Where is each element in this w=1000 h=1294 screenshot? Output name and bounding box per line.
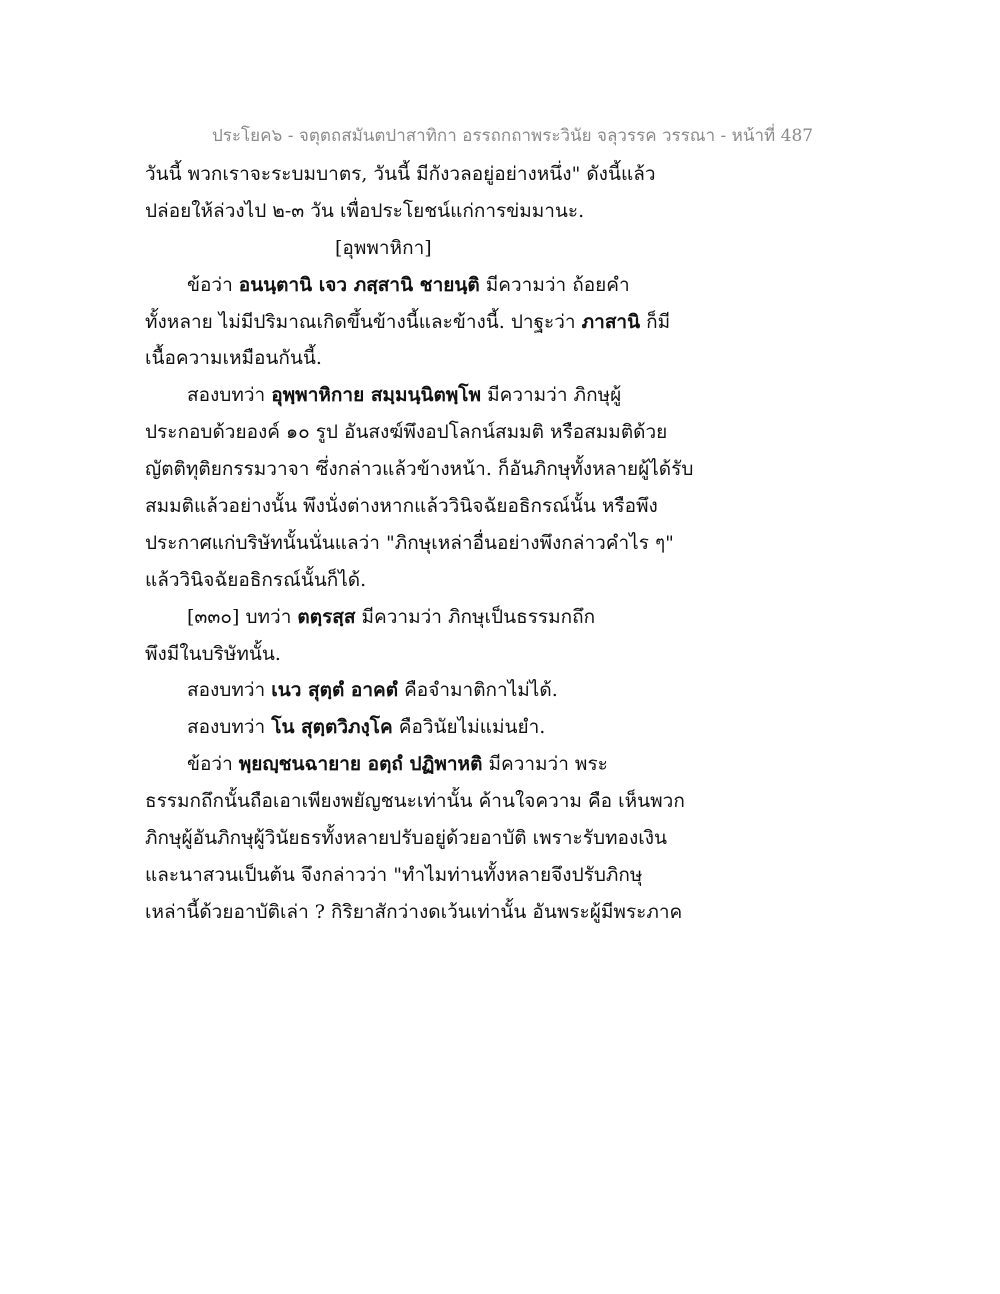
paragraph-start-line: สองบทว่า อุพฺพาหิกาย สมฺมนฺนิตพฺโพ มีความว่า ภิกษุผู้	[187, 384, 622, 407]
pali-term: โน สุตฺตวิภงฺโค	[271, 716, 393, 739]
text-line: ธรรมกถึกนั้นถือเอาเพียงพยัญชนะเท่านั้น ค้านใจความ คือ เห็นพวก	[145, 790, 685, 813]
text-line: สมมติแล้วอย่างนั้น พึงนั่งต่างหากแล้ววินิจฉัยอธิกรณ์นั้น หรือพึง	[145, 495, 658, 518]
text-line: ภิกษุผู้อันภิกษุผู้วินัยธรทั้งหลายปรับอยู่ด้วยอาบัติ เพราะรับทองเงิน	[145, 827, 667, 850]
text-line: พึงมีในบริษัทนั้น.	[145, 642, 281, 665]
pali-term: เนว สุตฺตํ อาคตํ	[271, 679, 399, 702]
paragraph-start-line: [๓๓๐] บทว่า ตตฺรสฺส มีความว่า ภิกษุเป็นธรรมกถึก	[187, 605, 596, 628]
text-line: วันนี้ พวกเราจะระบมบาตร, วันนี้ มีกังวลอยู่อย่างหนึ่ง" ดังนี้แล้ว	[145, 163, 656, 185]
paragraph-start-line: สองบทว่า โน สุตฺตวิภงฺโค คือวินัยไม่แม่นยำ.	[187, 716, 546, 739]
text-line: ญัตติทุติยกรรมวาจา ซึ่งกล่าวแล้วข้างหน้า. ก็อันภิกษุทั้งหลายผู้ได้รับ	[145, 458, 694, 481]
text-line: ประกาศแก่บริษัทนั้นนั่นแลว่า "ภิกษุเหล่าอื่นอย่างพึงกล่าวคำไร ๆ"	[145, 531, 674, 554]
paragraph-start-line: ข้อว่า อนนฺตานิ เจว ภสฺสานิ ชายนฺติ มีความว่า ถ้อยคำ	[187, 273, 630, 296]
pali-term: อุพฺพาหิกาย สมฺมนฺนิตพฺโพ	[271, 384, 482, 407]
pali-term: ภาสานิ	[581, 310, 641, 333]
document-body	[145, 156, 725, 931]
paragraph-start-line: สองบทว่า เนว สุตฺตํ อาคตํ คือจำมาติกาไม่ได้.	[187, 679, 558, 702]
text-line: แล้ววินิจฉัยอธิกรณ์นั้นก็ได้.	[145, 568, 367, 591]
pali-term: ตตฺรสฺส	[297, 605, 356, 628]
pali-term: อนนฺตานิ เจว ภสฺสานิ ชายนฺติ	[238, 273, 480, 296]
pali-term: พฺยญฺชนฉายาย อตฺถํ ปฏิพาหติ	[238, 753, 483, 776]
text-line: และนาสวนเป็นต้น จึงกล่าวว่า "ทำไมท่านทั้งหลายจึงปรับภิกษุ	[145, 863, 643, 886]
page-header: ประโยค๖ - จตุตถสมันตปาสาทิกา อรรถกถาพระวินัย จลุวรรค วรรณา - หน้าที่ 487	[212, 126, 814, 146]
text-line: เนื้อความเหมือนกันนี้.	[145, 347, 322, 370]
text-line: ปล่อยให้ล่วงไป ๒-๓ วัน เพื่อประโยชน์แก่การข่มมานะ.	[145, 199, 585, 222]
paragraph-start-line: ข้อว่า พฺยญฺชนฉายาย อตฺถํ ปฏิพาหติ มีความว่า พระ	[187, 753, 608, 776]
text-line: ประกอบด้วยองค์ ๑๐ รูป อันสงฆ์พึงอปโลกน์สมมติ หรือสมมติด้วย	[145, 421, 668, 444]
text-line: เหล่านี้ด้วยอาบัติเล่า ? กิริยาสักว่างดเว้นเท่านั้น อันพระผู้มีพระภาค	[145, 900, 683, 923]
section-heading: [อุพพาหิกา]	[335, 236, 432, 259]
text-line: ทั้งหลาย ไม่มีปริมาณเกิดขึ้นข้างนี้และข้างนี้. ปาฐะว่า ภาสานิ ก็มี	[145, 310, 671, 333]
